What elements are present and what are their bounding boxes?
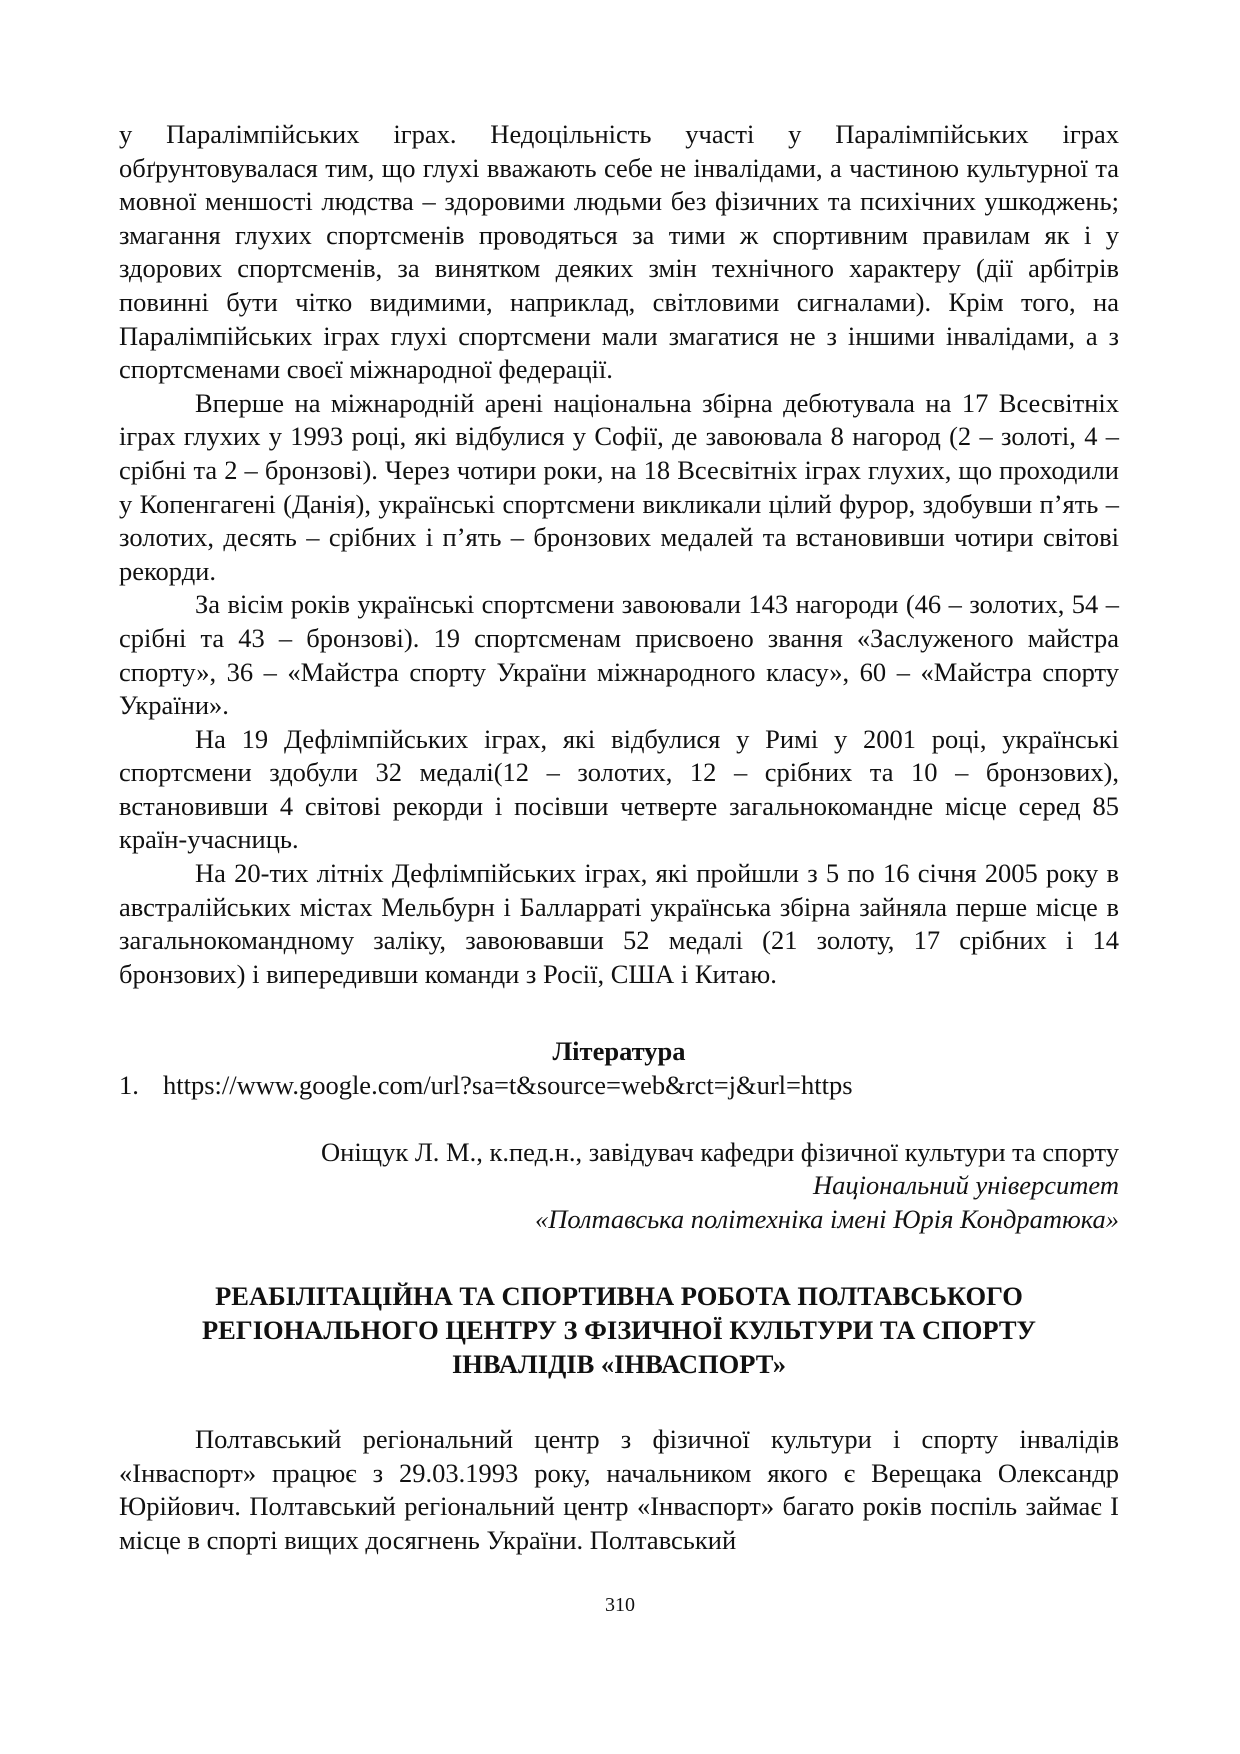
article-title-line: ІНВАЛІДІВ «ІНВАСПОРТ» [451,1348,787,1379]
body-paragraph: у Паралімпійських іграх. Недоцільність участі у Паралімпійських іграх обґрунтовувалася тим, що глухі вважають себе не інвалідами, а частиною культурної та мовної меншості людства – здоровими людьми без фізичних та психічних ушкоджень; змагання глухих спортсменів проводяться за тими ж спортивним правилам як і у здорових спортсменів, за винятком деяких змін технічного характеру (дії арбітрів повинні бути чітко видимими, наприклад, світловими сигналами). Крім того, на Паралімпійських іграх глухі спортсмени мали змагатися не з іншими інвалідами, а з спортсменами своєї міжнародної федерації. [119,119,1119,385]
literature-item-number: 1. [119,1070,139,1101]
author-affiliation-institution: «Полтавська політехніка імені Юрія Кондратюка» [534,1203,1119,1234]
literature-heading: Література [552,1036,686,1067]
literature-item-link[interactable]: https://www.google.com/url?sa=t&source=web&rct=j&url=https [163,1070,853,1101]
body-paragraph: На 20-тих літніх Дефлімпійських іграх, які пройшли з 5 по 16 січня 2005 року в австралійських містах Мельбурн і Балларраті українська збірна зайняла перше місце в загальнокомандному заліку, завоювавши 52 медалі (21 золоту, 17 срібних і 14 бронзових) і випередивши команди з Росії, США і Китаю. [119,858,1119,989]
article-title [119,1280,1119,1381]
article-title-line: РЕАБІЛІТАЦІЙНА ТА СПОРТИВНА РОБОТА ПОЛТАВСЬКОГО [215,1281,1023,1312]
body-paragraph: За вісім років українські спортсмени завоювали 143 нагороди (46 – золотих, 54 – срібні та 43 – бронзові). 19 спортсменам присвоено звання «Заслуженого майстра спорту», 36 – «Майстра спорту України міжнародного класу», 60 – «Майстра спорту України». [119,589,1119,721]
body-paragraph: Вперше на міжнародній арені національна збірна дебютувала на 17 Всесвітніх іграх глухих у 1993 році, які відбулися у Софії, де завоювала 8 нагород (2 – золоті, 4 – срібні та 2 – бронзові). Через чотири роки, на 18 Всесвітніх іграх глухих, що проходили у Копенгагені (Данія), українські спортсмени викликали цілий фурор, здобувши п’ять – золотих, десять – срібних і п’ять – бронзових медалей та встановивши чотири світові рекорди. [119,387,1119,586]
article-title-line: РЕГІОНАЛЬНОГО ЦЕНТРУ З ФІЗИЧНОЇ КУЛЬТУРИ ТА СПОРТУ [202,1315,1036,1345]
literature-item [119,1069,1119,1103]
author-block [119,1136,1119,1237]
article-body-paragraph: Полтавський регіональний центр з фізичної культури і спорту інвалідів «Інваспорт» працює з 29.03.1993 року, начальником якого є Верещака Олександр Юрійович. Полтавський регіональний центр «Інваспорт» багато років поспіль займає І місце в спорті вищих досягнень України. Полтавський [119,1424,1119,1555]
author-affiliation: Національний університет [812,1170,1119,1201]
document-page [119,118,1119,1558]
page-number: 310 [605,1594,635,1616]
body-paragraph: На 19 Дефлімпійських іграх, які відбулися у Римі у 2001 році, українські спортсмени здобули 32 медалі(12 – золотих, 12 – срібних та 10 – бронзових), встановивши 4 світові рекорди і посівши четверте загальнокомандне місце серед 85 країн-учасниць. [119,723,1119,855]
author-name: Оніщук Л. М., к.пед.н., завідувач кафедри фізичної культури та спорту [321,1136,1119,1167]
